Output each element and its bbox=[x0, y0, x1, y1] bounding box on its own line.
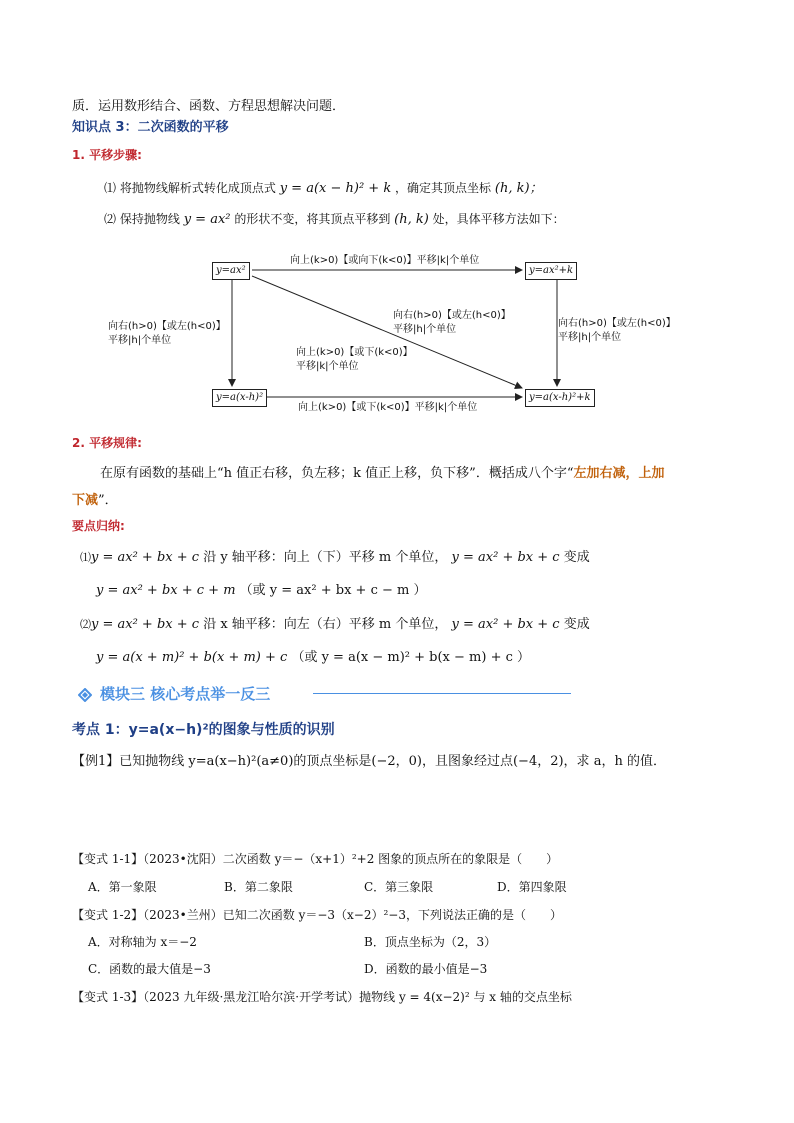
key-1-result-line bbox=[96, 579, 426, 598]
translation-diagram bbox=[0, 0, 794, 430]
label-right-1: 向右(h>0)【或左(h<0)】 bbox=[558, 318, 676, 329]
key-1-formula2: y = ax² + bx + c bbox=[451, 550, 560, 565]
module-title: 模块三 核心考点举一反三 bbox=[100, 685, 271, 703]
label-left-2: 平移|h|个单位 bbox=[108, 335, 172, 346]
key-2-text: 沿 x 轴平移：向左（右）平移 m 个单位， bbox=[203, 617, 448, 632]
diagram-arrows bbox=[0, 0, 794, 430]
variant-1-1-option-a: A．第一象限 bbox=[88, 880, 157, 894]
key-2-formula2: y = ax² + bx + c bbox=[451, 617, 560, 632]
key-1-formula: y = ax² + bx + c bbox=[91, 550, 200, 565]
rule-line-2 bbox=[72, 489, 118, 508]
label-diag-k-1: 向上(k>0)【或下(k<0)】 bbox=[296, 347, 413, 358]
step-2-num: ⑵ bbox=[104, 212, 117, 226]
variant-1-2-option-c: C．函数的最大值是−3 bbox=[88, 962, 211, 976]
key-1-text: 沿 y 轴平移：向上（下）平移 m 个单位， bbox=[203, 550, 448, 565]
label-right-2: 平移|h|个单位 bbox=[558, 332, 622, 343]
label-bottom: 向上(k>0)【或下(k<0)】平移|k|个单位 bbox=[298, 402, 478, 413]
step-2-formula: y = ax² bbox=[183, 212, 231, 227]
step-title: 1. 平移步骤: bbox=[72, 148, 142, 162]
key-1-num: ⑴ bbox=[80, 551, 91, 564]
variant-1-2-option-a: A．对称轴为 x＝−2 bbox=[88, 935, 197, 949]
variant-1-1-option-b: B．第二象限 bbox=[224, 880, 293, 894]
key-1-tail: 变成 bbox=[563, 550, 590, 565]
variant-1-2: 【变式 1-2】（2023•兰州）已知二次函数 y＝−3（x−2）²−3，下列说法正确的是（ ） bbox=[72, 908, 562, 922]
step-1-tail: ，确定其顶点坐标 bbox=[395, 181, 492, 195]
step-1-text: 将抛物线解析式转化成顶点式 bbox=[119, 181, 276, 195]
box-axh2: y=a(x-h)² bbox=[212, 389, 267, 407]
step-1-num: ⑴ bbox=[104, 181, 117, 195]
intro-text: 质．运用数形结合、函数、方程思想解决问题． bbox=[72, 99, 346, 114]
example-1: 【例1】已知抛物线 y=a(x−h)²(a≠0)的顶点坐标是(−2，0)，且图象经过点(−4，2)，求 a，h 的值． bbox=[72, 754, 666, 769]
box-axh2-k: y=a(x-h)²+k bbox=[525, 389, 595, 407]
label-diag-k-2: 平移|k|个单位 bbox=[296, 361, 359, 372]
key-2-alt: （或 y = a(x − m)² + b(x − m) + c ） bbox=[291, 650, 531, 665]
key-1-alt: （或 y = ax² + bx + c − m ） bbox=[239, 583, 427, 598]
label-diag-h-1: 向右(h>0)【或左(h<0)】 bbox=[393, 310, 511, 321]
module-rule bbox=[313, 693, 571, 694]
box-ax2: y=ax² bbox=[212, 262, 250, 280]
variant-1-1-option-c: C．第三象限 bbox=[364, 880, 434, 894]
label-left-1: 向右(h>0)【或左(h<0)】 bbox=[108, 321, 226, 332]
key-2-result-line bbox=[96, 646, 530, 665]
box-ax2-k: y=ax²+k bbox=[525, 262, 577, 280]
arrow-diagonal bbox=[252, 276, 522, 388]
module-header bbox=[76, 683, 576, 703]
label-diag-h-2: 平移|h|个单位 bbox=[393, 324, 457, 335]
key-1-result: y = ax² + bx + c + m bbox=[96, 583, 236, 598]
module-diamond-icon bbox=[78, 687, 90, 699]
variant-1-2-option-b: B．顶点坐标为（2，3） bbox=[364, 935, 497, 949]
section-title: 知识点 3：二次函数的平移 bbox=[72, 120, 229, 135]
rule-line-1b: h 值正右移，负左移；k 值正上移，负下移”．概括成八个字“ bbox=[223, 466, 574, 481]
key-2-result: y = a(x + m)² + b(x + m) + c bbox=[96, 650, 288, 665]
rule-line-2-tail: ”． bbox=[98, 493, 118, 508]
variant-1-2-option-d: D．函数的最小值是−3 bbox=[364, 962, 488, 976]
key-2-num: ⑵ bbox=[80, 618, 91, 631]
rule-highlight-1: 左加右减，上加 bbox=[573, 466, 665, 481]
step-1-formula: y = a(x − h)² + k bbox=[279, 181, 392, 196]
key-1 bbox=[80, 546, 590, 565]
step-2-tail: 处，具体平移方法如下： bbox=[432, 212, 565, 226]
variant-1-1-option-d: D．第四象限 bbox=[497, 880, 567, 894]
key-2-tail: 变成 bbox=[563, 617, 590, 632]
key-2-formula: y = ax² + bx + c bbox=[91, 617, 200, 632]
step-2-mid: 的形状不变，将其顶点平移到 bbox=[234, 212, 391, 226]
key-2 bbox=[80, 613, 590, 632]
variant-1-3: 【变式 1-3】（2023 九年级·黑龙江哈尔滨·开学考试）抛物线 y = 4(x−2)² 与 x 轴的交点坐标 bbox=[72, 990, 572, 1004]
step-2-coord: (h, k) bbox=[394, 212, 429, 227]
key-title: 要点归纳: bbox=[72, 519, 125, 533]
label-top: 向上(k>0)【或向下(k<0)】平移|k|个单位 bbox=[290, 255, 480, 266]
step-1-coord: (h, k)； bbox=[494, 181, 543, 196]
rule-highlight-2: 下减 bbox=[72, 493, 99, 508]
rule-line-1 bbox=[100, 462, 664, 481]
rule-title: 2. 平移规律: bbox=[72, 436, 142, 450]
rule-line-1a: 在原有函数的基础上“ bbox=[100, 466, 224, 481]
point-1-title: 考点 1：y=a(x−h)²的图象与性质的识别 bbox=[72, 722, 335, 738]
variant-1-1: 【变式 1-1】（2023•沈阳）二次函数 y＝−（x+1）²+2 图象的顶点所在的象限是（ ） bbox=[72, 852, 559, 866]
step-2-text: 保持抛物线 bbox=[119, 212, 180, 226]
